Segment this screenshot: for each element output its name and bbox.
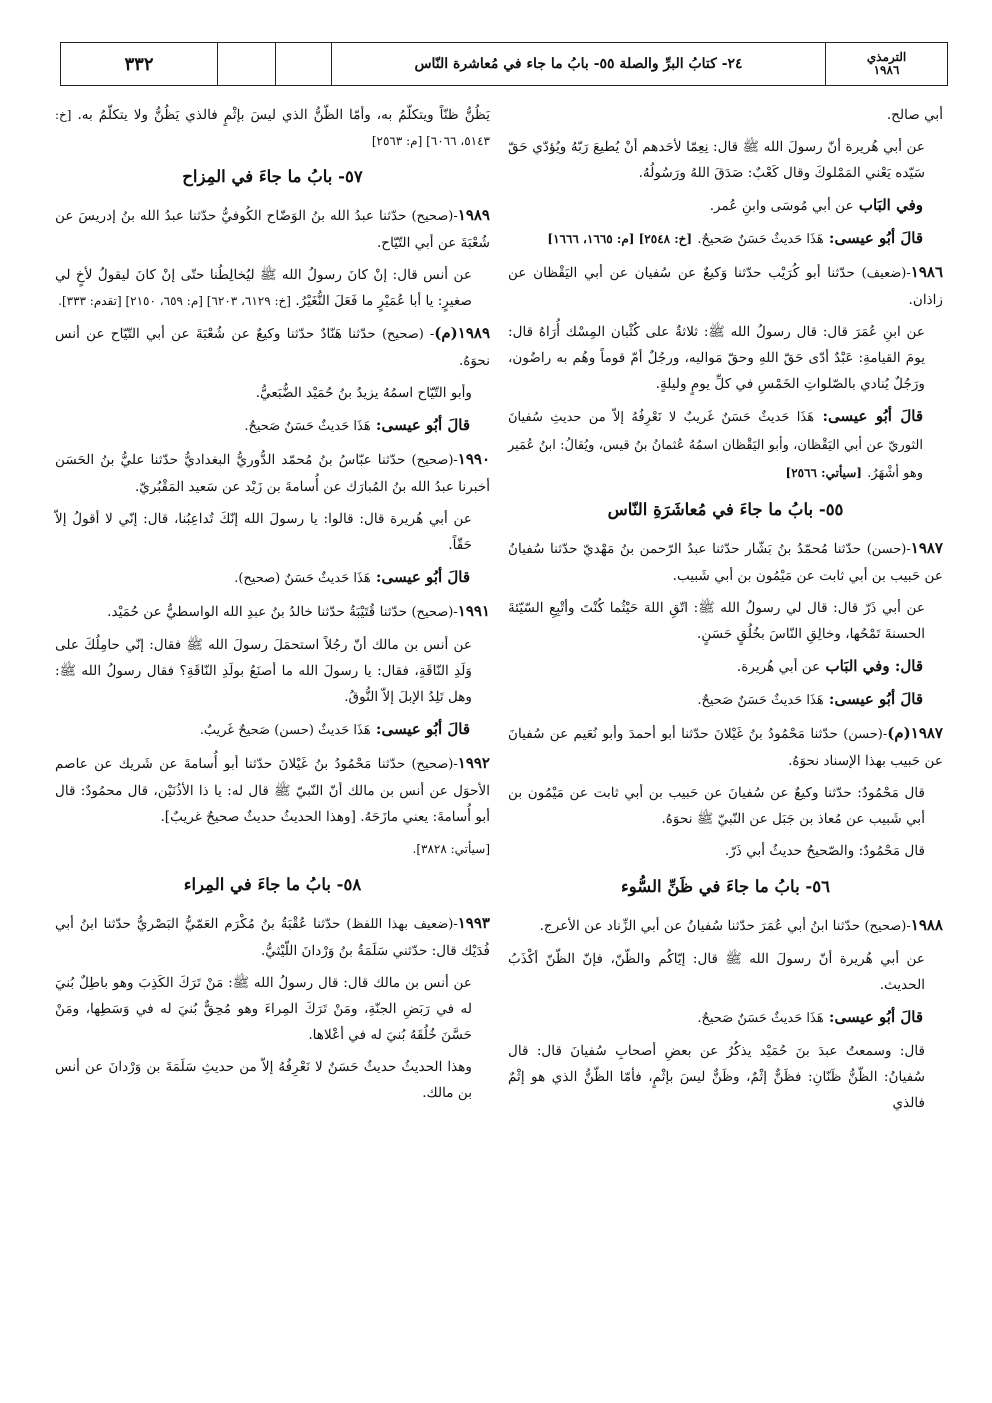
text-paragraph (55, 262, 490, 314)
hadith-entry (508, 720, 943, 774)
text-paragraph: عن أنس بن مالك قال: قال رسولُ الله ﷺ: مَنْ تَرَكَ الكَذِبَ وهو باطِلٌ بُنيَ له في رَبَضِ الجنّةِ، ومَنْ تَرَكَ المِراءَ وهو مُحِقٌّ بُنيَ له في وَسَطِها، ومَنْ حَسَّنَ خُلُقَهُ بُنيَ له في أعْلاها. (55, 975, 472, 1043)
abu-isa-label: قالَ أبُو عيسى: (375, 416, 470, 434)
hadith-entry (55, 202, 490, 256)
hadith-grade: -(صحيح) (411, 605, 458, 620)
hadith-isnad: حدّثنا عبدُ الله بنُ الوَضّاح الكُوفيُّ حدّثنا عبدُ الله بنُ إدريسَ عن شُعْبَةَ عن أبي التّيّاح. (55, 208, 490, 251)
abu-isa-statement (508, 1004, 923, 1032)
left-column (55, 102, 490, 1112)
text-content: عن أنس قال: إنْ كانَ رسولُ الله ﷺ ليُخالِطُنا حتّى إنْ كانَ ليقولُ لأخٍ لي صغيرٍ: يا أبا عُمَيْرٍ ما فَعَلَ النُّغَيْرُ. (55, 267, 472, 309)
abu-isa-statement (55, 412, 470, 440)
abu-isa-text: هَذَا حَديثٌ حَسَنٌ صَحيحٌ. (697, 693, 824, 708)
chapter-heading: ٥٦- بابُ ما جاءَ في ظَنِّ السُّوء (621, 877, 830, 896)
header-book-cell (825, 43, 947, 85)
abu-isa-label: قالَ أبُو عيسى: (828, 229, 923, 247)
hadith-number: ١٩٨٨ (910, 916, 943, 934)
hadith-entry (55, 446, 490, 500)
hadith-number: ١٩٨٧(م) (887, 724, 943, 742)
text-content: يَظُنُّ ظنّاً ويتكلّمُ به، وأمّا الظّنُّ الذي ليسَ بإثْمٍ فالذي يَظُنُّ ولا يتكلّمُ به. (77, 107, 490, 123)
hadith-number: ١٩٩١ (457, 602, 490, 620)
hadith-entry (55, 910, 490, 964)
hadith-grade: -(حسن) (866, 542, 911, 557)
abu-isa-label: قالَ أبُو عيسى: (375, 568, 470, 586)
hadith-grade: -(صحيح) (411, 757, 458, 772)
hadith-number: ١٩٨٩ (457, 206, 490, 224)
hadith-grade: -(صحيح) (411, 453, 458, 468)
hadith-grade: -(صحيح) (864, 919, 911, 934)
chapter-heading: ٥٥- بابُ ما جاءَ في مُعاشَرَةِ النّاس (607, 500, 844, 519)
hadith-entry (508, 259, 943, 313)
header-empty-cell (217, 43, 275, 85)
page-header (60, 42, 948, 86)
reference: [خ: ٥١٤٣، ٦٠٦٦] [م: ٢٥٦٣] (55, 108, 490, 148)
reference: [خ: ٢٥٤٨] [م: ١٦٦٥، ١٦٦٦] (547, 232, 693, 246)
hadith-entry (55, 598, 490, 626)
reference: [سيأتي: ٣٨٢٨]. (412, 842, 490, 856)
reference: [خ: ٦١٢٩، ٦٢٠٣] [م: ٦٥٩، ٢١٥٠] [تقدم: ٣٣٣]. (58, 294, 291, 308)
hadith-isnad: حدّثنا ابنُ أبي عُمَرَ حدّثنا سُفيانُ عن أبي الزِّناد عن الأعرج. (539, 918, 861, 934)
abu-isa-label: قالَ أبُو عيسى: (828, 690, 923, 708)
hadith-number: ١٩٩٣ (457, 914, 490, 932)
header-book-name: الترمذي (866, 50, 907, 65)
hadith-isnad: حدّثنا أبو كُرَيْب حدّثنا وَكيعٌ عن سُفيان عن أبي اليَقْظان عن زاذان. (508, 265, 943, 308)
hadith-grade: -(ضعيف بهذا اللفظ) (346, 917, 458, 932)
text-paragraph: عن أبي هُريرة قال: قالوا: يا رسولَ الله إنّكَ تُداعِبُنا، قال: إنّي لا أقولُ إلاّ حَقّاً. (55, 511, 472, 553)
hadith-grade: -(ضعيف) (861, 266, 911, 281)
fil-bab-note (508, 192, 923, 219)
hadith-entry (508, 912, 943, 940)
hadith-number: ١٩٨٦ (910, 263, 944, 281)
hadith-isnad: حدّثنا عبّاسُ بنُ مُحمّد الدُّوريُّ البغداديُّ حدّثنا عليُّ بنُ الحَسَن أخبرنا عبدُ الله بنُ المُبارَك عن أُسامةَ بن زَيْد عن سَعيد المَقْبُريّ. (55, 452, 490, 495)
abu-isa-statement (55, 564, 470, 592)
text-paragraph: عن أبي هُريرة أنّ رسولَ الله ﷺ قال: نِعِمّا لأحَدهم أنْ يُطيعَ رَبّهُ ويُؤدّي حَقّ سَيّده يَعْني المَمْلوكَ وقال كَعْبٌ: صَدَقَ اللهُ ورَسُولُهُ. (508, 139, 925, 181)
abu-isa-text: هَذَا حَديثٌ (حسن) صَحيحٌ غَريبٌ. (199, 723, 371, 738)
abu-isa-statement (508, 403, 923, 487)
fil-bab-text: عن أبي هُريرة. (736, 659, 821, 675)
header-empty-cell (275, 43, 331, 85)
hadith-isnad: حدّثنا عُقْبَةُ بنُ مُكْرَم العَمّيُّ البَصْريُّ حدّثنا ابنُ أبي فُدَيْك قال: حدّثني سَلَمَةُ بنُ وَرْدانَ اللّيْثيُّ. (55, 916, 490, 959)
hadith-isnad: حدّثنا هَنّادٌ حدّثنا وكيعٌ عن شُعْبَةَ عن أبي التّيّاح عن أنس نحوَهُ. (55, 326, 490, 369)
abu-isa-label: قالَ أبُو عيسى: (828, 1008, 923, 1026)
text-paragraph: قال مَحْمُودٌ: والصّحيحُ حديثُ أبي ذَرّ. (724, 843, 925, 859)
text-paragraph: قال مَحْمُودٌ: حدّثنا وكيعٌ عن سُفيانَ عن حَبيب بن أبي ثابت عن مَيْمُون بن أبي شَبيب عن مُعاذ بن جَبَل عن النّبيّ ﷺ نحوَهُ. (508, 785, 925, 827)
text-paragraph: أبي صالح. (886, 107, 943, 123)
text-paragraph: عن أبي ذَرّ قال: قال لي رسولُ الله ﷺ: اتّقِ اللهَ حَيْثُما كُنْتَ وأتْبِعِ السّيّئةَ الحسنةَ تَمْحُها، وخالِقِ النّاسَ بخُلُقٍ حَسَنٍ. (508, 600, 925, 642)
hadith-grade: -(صحيح) (411, 209, 458, 224)
abu-isa-text: هَذَا حَديثٌ حَسَنٌ غَريبٌ لا نَعْرِفُهُ إلاّ من حديثِ سُفيانَ الثوريّ عن أبي اليَقْظان، وأبو اليَقْظان اسمُهُ عُثمانُ بنُ قيس، ويُقالُ: ابنُ عُمَير وهو أشْهَرُ. (508, 410, 923, 481)
chapter-heading: ٥٨- بابُ ما جاءَ في المِراء (183, 875, 362, 894)
text-paragraph: قال: وسمعتُ عبدَ بنَ حُمَيْد يذكُرُ عن بعضِ أصحابِ سُفيانَ قال: قال سُفيانُ: الظّنُّ ظَنّانِ: فظَنٌّ إثْمٌ، وظَنٌّ ليسَ بإثْمٍ، فأمّا الظّنُّ الذي هو إثْمٌ فالذي (508, 1043, 925, 1111)
hadith-grade: - (صحيح) (381, 327, 435, 342)
abu-isa-text: هَذَا حَديثٌ حَسَنٌ (صحيح). (234, 571, 371, 586)
hadith-grade: -(حسن) (843, 727, 888, 742)
fil-bab-label: قال: وفي البَاب (825, 657, 923, 675)
hadith-number: ١٩٨٧ (910, 539, 943, 557)
abu-isa-label: قالَ أبُو عيسى: (375, 720, 470, 738)
hadith-entry (55, 750, 490, 830)
header-title: ٢٤- كتابُ البرِّ والصلة ٥٥- بابُ ما جاء في مُعاشرة النّاس (331, 43, 825, 85)
text-paragraph: وهذا الحديثُ حديثٌ حَسَنٌ لا نَعْرِفُهُ إلاّ من حديثِ سَلَمَةَ بن وَرْدانَ عن أنس بن مالك. (55, 1059, 472, 1101)
abu-isa-label: قالَ أبُو عيسى: (822, 407, 923, 425)
abu-isa-statement (508, 225, 923, 253)
header-page-number: ٣٣٢ (124, 53, 154, 75)
abu-isa-statement (508, 686, 923, 714)
abu-isa-statement (55, 716, 470, 744)
abu-isa-text: هَذَا حَديثٌ حَسَنٌ صَحيحٌ. (244, 419, 371, 434)
hadith-number: ١٩٨٩(م) (434, 324, 491, 342)
fil-bab-label: وفي البَاب (858, 196, 923, 214)
text-paragraph: وأبو التّيّاح اسمُهُ يزيدُ بنُ حُمَيْد الضُّبَعيُّ. (255, 385, 472, 401)
hadith-entry (508, 535, 943, 589)
fil-bab-text: عن أبي مُوسَى وابنِ عُمر. (709, 198, 854, 214)
hadith-number: ١٩٩٢ (457, 754, 490, 772)
hadith-isnad: حدّثنا مَحْمُودُ بنُ غَيْلانَ حدّثنا أبو أحمدَ وأبو نُعَيم عن سُفيانَ عن حَبيب بهذا الإسناد نحوَهُ. (508, 726, 943, 769)
text-paragraph: عن أبي هُريرة أنّ رسولَ الله ﷺ قال: إيّاكُم والظّنّ، فإنّ الظّنّ أكْذَبُ الحديث. (508, 951, 925, 993)
reference: [سيأتي: ٢٥٦٦] (785, 466, 862, 480)
text-paragraph: عن ابنِ عُمَرَ قال: قال رسولُ الله ﷺ: ثلاثةٌ على كُثْبان المِسْك أُرَاهُ قال: يومَ القيامةِ: عَبْدٌ أدّى حَقّ اللهِ وحقّ مَواليه، ورجُلٌ أمّ قوماً وهُم به راضُون، ورَجُلٌ يُنادي بالصّلواتِ الخَمْسِ في كلِّ يومٍ وليلةٍ. (508, 324, 925, 392)
abu-isa-text: هَذَا حَديثٌ حَسَنٌ صَحيحٌ. (697, 232, 824, 247)
chapter-heading: ٥٧- بابُ ما جاءَ في المِزاح (182, 167, 363, 186)
abu-isa-text: هَذَا حَديثٌ حَسَنٌ صَحيحٌ. (697, 1011, 824, 1026)
hadith-isnad: حدّثنا مُحمّدُ بنُ بَشّار حدّثنا عبدُ الرّحمن بنُ مَهْديّ حدّثنا سُفيانُ عن حَبيب بن أبي ثابت عن مَيْمُون بن أبي شَبيب. (508, 541, 943, 584)
hadith-number: ١٩٩٠ (457, 450, 491, 468)
text-paragraph: عن أنس بن مالك أنّ رجُلاً استحمَلَ رسولَ الله ﷺ فقال: إنّي حامِلُكَ على وَلَدِ النّاقَةِ، فقال: يا رسولَ الله ما أصنَعُ بولَدِ النّاقَةِ؟ فقال رسولُ الله ﷺ: وهل تَلِدُ الإبلَ إلاّ النُّوقُ. (55, 637, 472, 705)
header-range: ١٩٨٦ (873, 63, 900, 77)
hadith-entry (55, 320, 490, 374)
fil-bab-note (508, 653, 923, 680)
text-paragraph (55, 102, 490, 154)
right-column (508, 102, 943, 1122)
hadith-isnad: حدّثنا مَحْمُودُ بنُ غَيْلانَ حدّثنا أبو أُسامةَ عن شَريك عن عاصم الأحوَل عن أنس بن مالك أنّ النّبيّ ﷺ قال له: يا ذا الأذُنَيْن، قال محمُودٌ: قال أبو أُسامةَ: يعني مازَحَهُ. [وهذا الحديثُ حديثٌ صحيحٌ غريبٌ]. (55, 756, 490, 825)
hadith-isnad: حدّثنا قُتَيْبَةُ حدّثنا خالدُ بنُ عبدِ الله الواسطيُّ عن حُمَيْد. (107, 604, 408, 620)
